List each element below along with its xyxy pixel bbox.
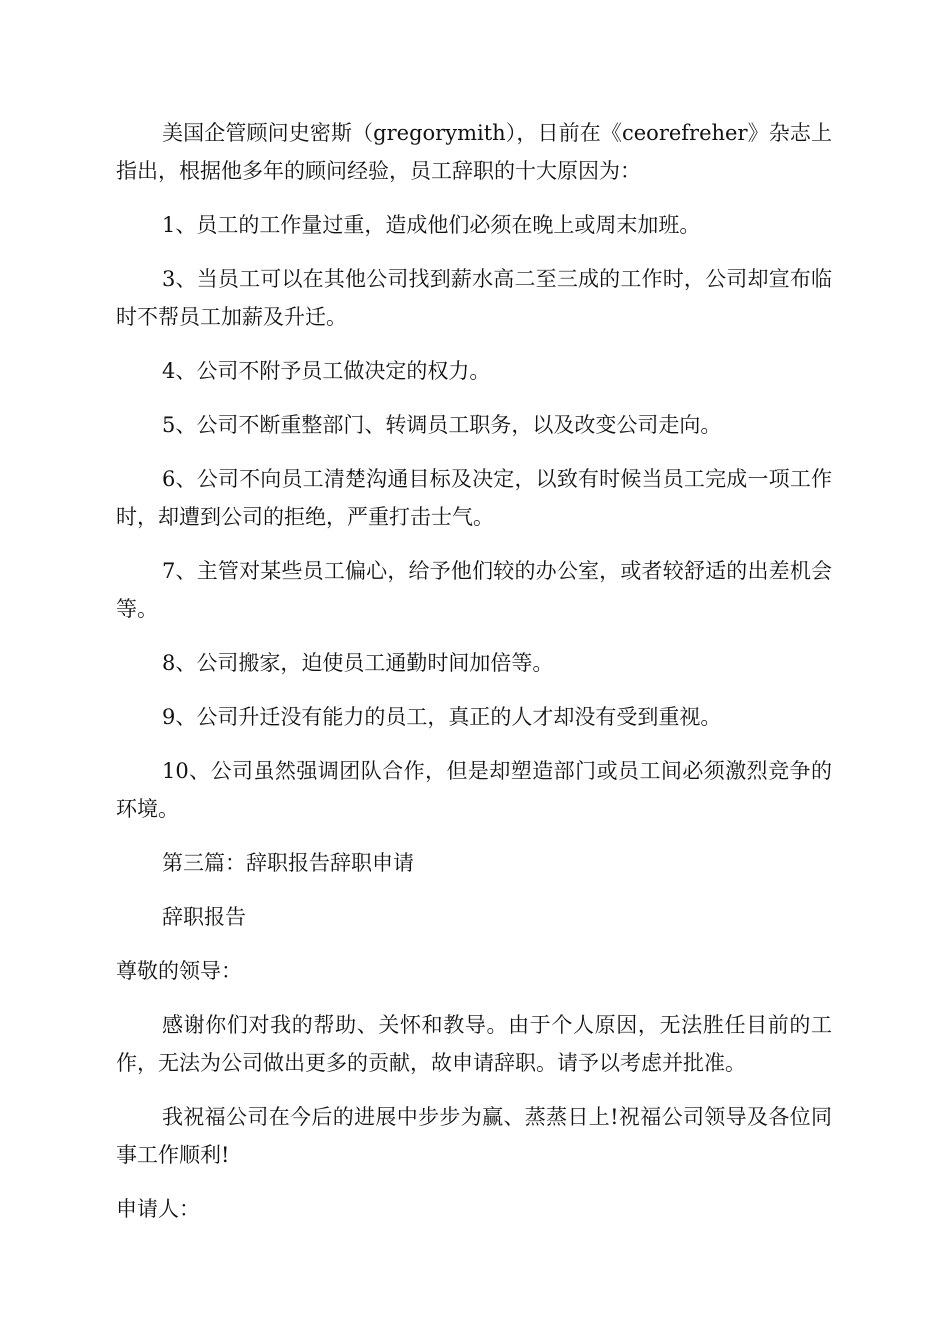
reason-item-7: 7、主管对某些员工偏心，给予他们较的办公室，或者较舒适的出差机会等。 [116,559,832,621]
reason-item-5: 5、公司不断重整部门、转调员工职务，以及改变公司走向。 [162,413,722,437]
reason-item-1: 1、员工的工作量过重，造成他们必须在晚上或周末加班。 [162,213,701,237]
letter-title: 辞职报告 [162,905,246,929]
intro-paragraph: 美国企管顾问史密斯（gregorymith），日前在《ceorefreher》杂志上指出，根据他多年的顾问经验，员工辞职的十大原因为： [116,121,832,183]
reason-item-10: 10、公司虽然强调团队合作，但是却塑造部门或员工间必须激烈竞争的环境。 [116,759,832,821]
reason-item-8: 8、公司搬家，迫使员工通勤时间加倍等。 [162,651,554,675]
reason-item-6: 6、公司不向员工清楚沟通目标及决定，以致有时候当员工完成一项工作时，却遭到公司的拒绝，严重打击士气。 [116,467,832,529]
reason-item-3: 3、当员工可以在其他公司找到薪水高二至三成的工作时，公司却宣布临时不帮员工加薪及升迁。 [116,267,832,329]
reason-item-4: 4、公司不附予员工做决定的权力。 [162,359,491,383]
applicant-label: 申请人： [116,1197,200,1221]
reason-item-9: 9、公司升迁没有能力的员工，真正的人才却没有受到重视。 [162,705,722,729]
section-heading: 第三篇：辞职报告辞职申请 [162,851,414,875]
letter-body: 感谢你们对我的帮助、关怀和教导。由于个人原因，无法胜任目前的工作，无法为公司做出更多的贡献，故申请辞职。请予以考虑并批准。 [116,1013,832,1075]
letter-closing: 我祝福公司在今后的进展中步步为赢、蒸蒸日上!祝福公司领导及各位同事工作顺利! [116,1105,832,1167]
letter-salutation: 尊敬的领导： [116,959,242,983]
